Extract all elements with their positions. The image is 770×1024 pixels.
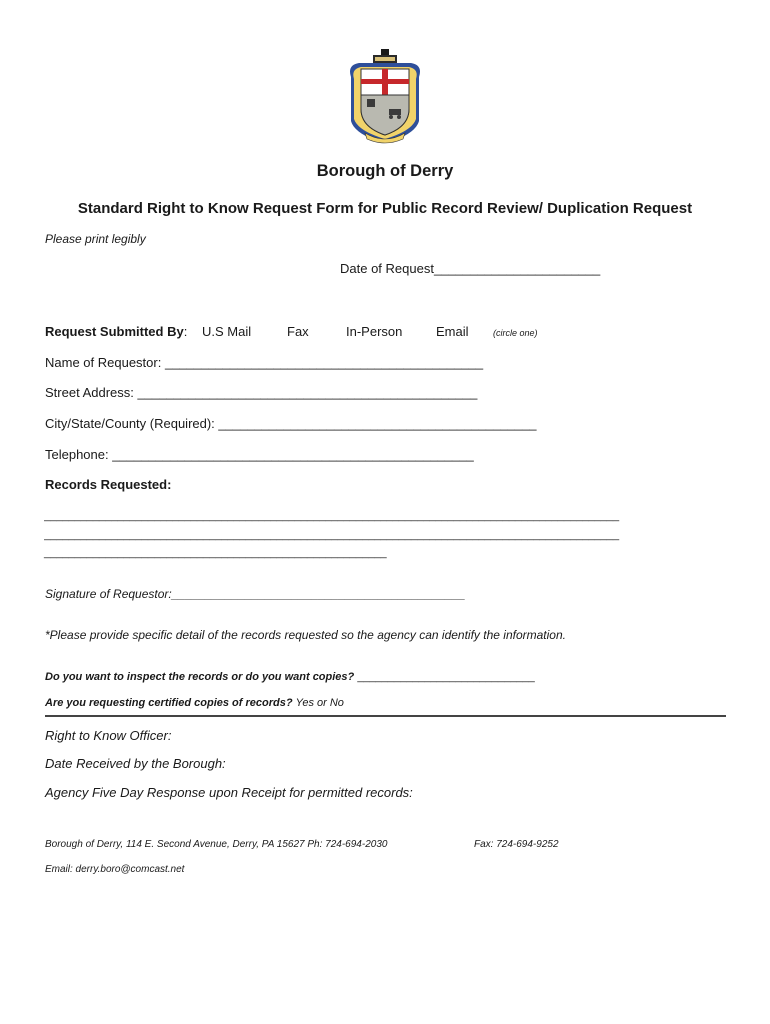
- certified-answer-options: Yes or No: [295, 697, 344, 709]
- street-address-line: _______________________________________________: [137, 385, 478, 400]
- inspect-question-line: _____________________________: [357, 671, 535, 683]
- date-of-request-label: Date of Request: [340, 261, 434, 276]
- footer-email: Email: derry.boro@comcast.net: [45, 864, 185, 875]
- city-state-county-label: City/State/County (Required):: [45, 416, 215, 431]
- street-address-label: Street Address:: [45, 385, 134, 400]
- name-label: Name of Requestor:: [45, 355, 162, 370]
- records-requested-label: Records Requested:: [45, 477, 172, 492]
- records-line-3[interactable]: ________________________________________________________: [44, 547, 387, 559]
- date-of-request-field[interactable]: [340, 261, 600, 276]
- option-us-mail[interactable]: U.S Mail: [202, 324, 252, 339]
- name-line: ____________________________________________: [164, 355, 484, 370]
- five-day-response-label: Agency Five Day Response upon Receipt for permitted records:: [45, 785, 413, 800]
- inspect-question-label: Do you want to inspect the records or do you want copies?: [45, 671, 355, 683]
- borough-crest-logo: [345, 47, 425, 147]
- date-received-label: Date Received by the Borough:: [45, 756, 226, 771]
- certified-copies-question[interactable]: [45, 697, 344, 709]
- telephone-label: Telephone:: [45, 447, 109, 462]
- form-subtitle: Standard Right to Know Request Form for Public Record Review/ Duplication Request: [77, 200, 693, 217]
- city-state-county-field[interactable]: [45, 416, 537, 431]
- option-fax[interactable]: Fax: [287, 324, 309, 339]
- city-state-county-line: ____________________________________________: [218, 416, 537, 431]
- inspect-or-copies-question[interactable]: [45, 671, 535, 683]
- name-field[interactable]: [45, 355, 483, 370]
- date-of-request-line: _______________________: [433, 261, 601, 276]
- certified-question-label: Are you requesting certified copies of records?: [45, 697, 293, 709]
- footer-address: Borough of Derry, 114 E. Second Avenue, Derry, PA 15627 Ph: 724-694-2030: [45, 839, 388, 850]
- signature-field[interactable]: [45, 587, 465, 601]
- signature-line: ____________________________________________: [171, 587, 466, 601]
- section-divider: [45, 715, 726, 717]
- submitted-by-colon: :: [183, 324, 188, 339]
- footer-fax: Fax: 724-694-9252: [474, 839, 559, 850]
- page-title: Borough of Derry: [316, 162, 454, 180]
- telephone-field[interactable]: [45, 447, 474, 462]
- street-address-field[interactable]: [45, 385, 477, 400]
- submitted-by-label: Request Submitted By: [45, 324, 184, 339]
- records-line-1[interactable]: ______________________________________________________________________________________________: [44, 510, 620, 522]
- submitted-by-label-group: [45, 324, 187, 339]
- print-instructions: Please print legibly: [45, 232, 146, 246]
- detail-note: *Please provide specific detail of the records requested so the agency can identify the information.: [45, 628, 566, 642]
- option-email[interactable]: Email: [436, 324, 469, 339]
- rtk-officer-label: Right to Know Officer:: [45, 728, 172, 743]
- signature-label: Signature of Requestor:: [45, 587, 172, 601]
- telephone-line: __________________________________________________: [112, 447, 474, 462]
- records-line-2[interactable]: ______________________________________________________________________________________________: [44, 529, 620, 541]
- option-in-person[interactable]: In-Person: [346, 324, 403, 339]
- circle-one-note: (circle one): [493, 328, 538, 338]
